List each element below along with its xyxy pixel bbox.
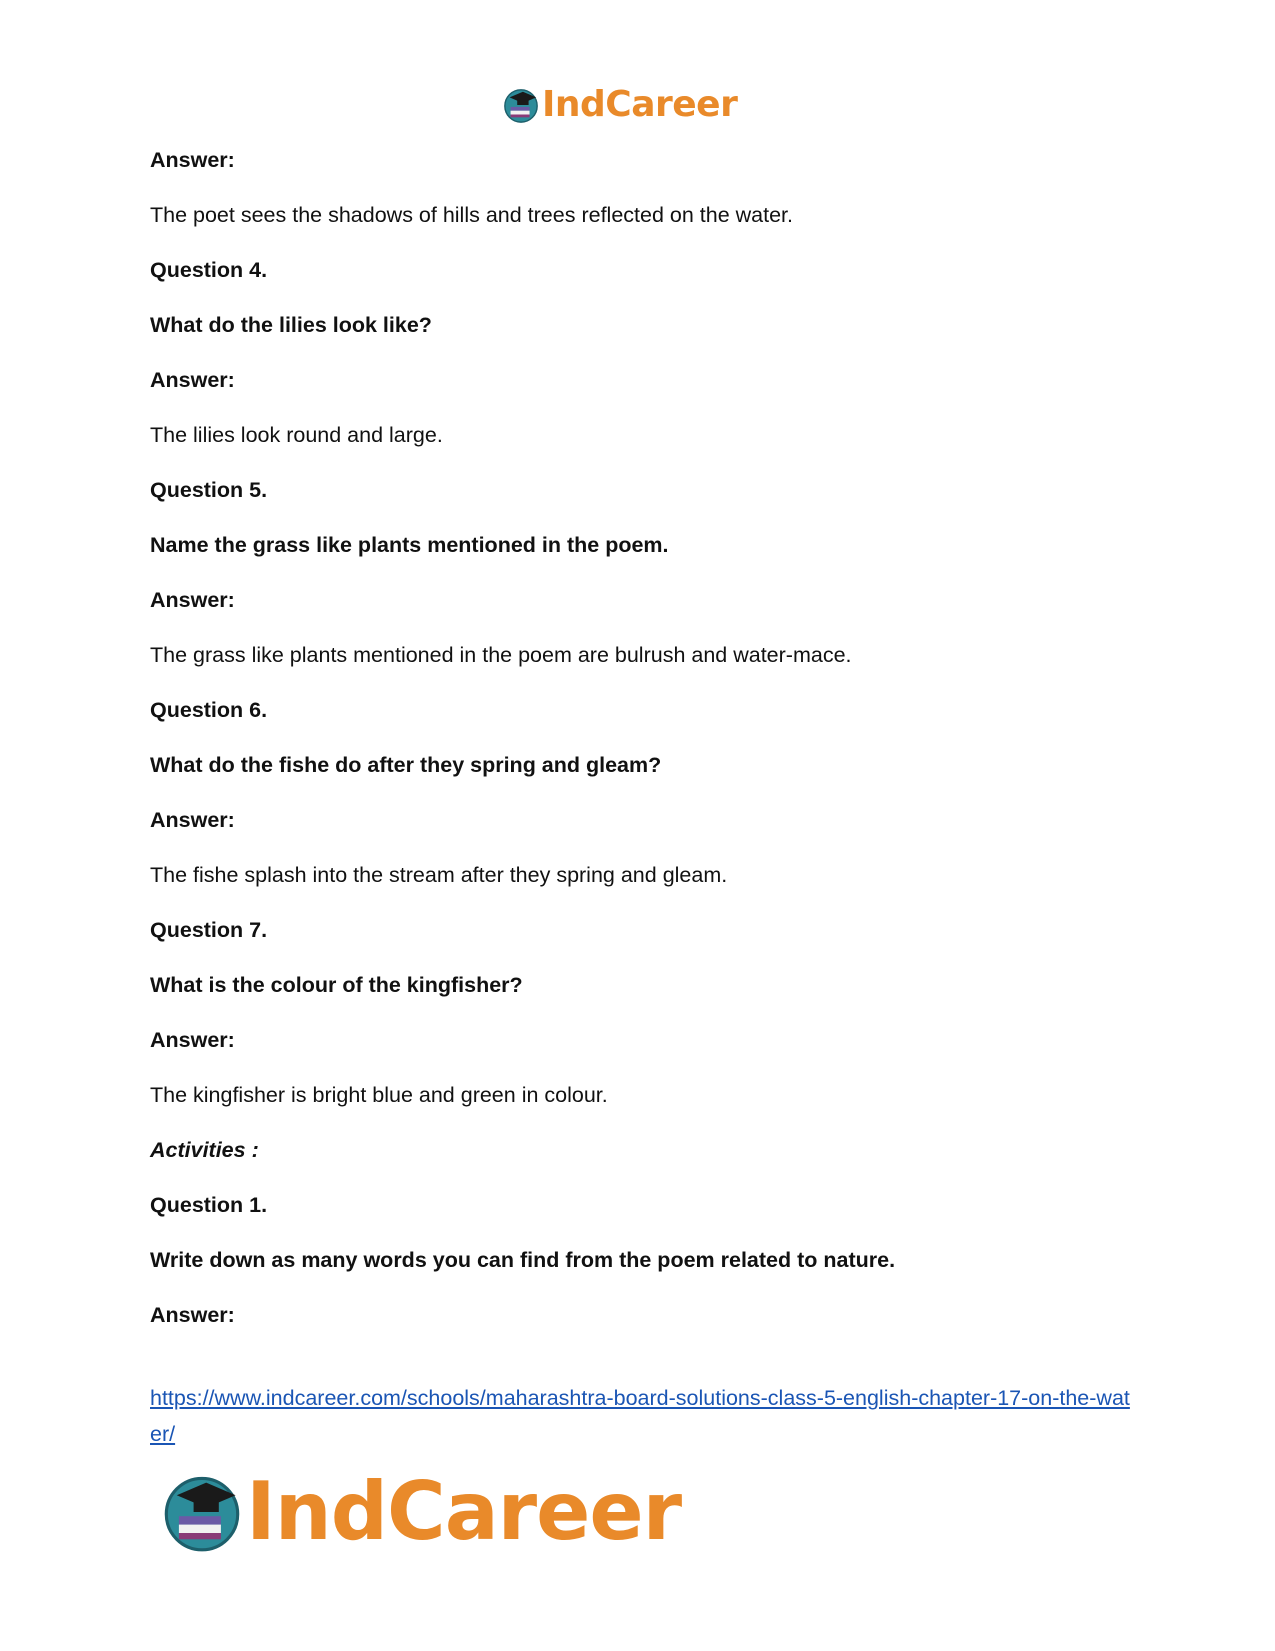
header-logo-text: IndCareer: [542, 84, 738, 125]
section-heading: Activities :: [150, 1138, 259, 1162]
question-text: Name the grass like plants mentioned in the poem.: [150, 533, 669, 557]
header-logo: [502, 82, 737, 128]
question-number: Question 5.: [150, 478, 268, 502]
question-text: What is the colour of the kingfisher?: [150, 973, 523, 997]
answer-text: The kingfisher is bright blue and green in colour.: [150, 1083, 608, 1107]
answer-label: Answer:: [150, 808, 235, 832]
source-link-block: [150, 1380, 1130, 1452]
answer-text: The lilies look round and large.: [150, 423, 443, 447]
question-text: What do the fishe do after they spring and gleam?: [150, 753, 662, 777]
answer-text: The grass like plants mentioned in the poem are bulrush and water-mace.: [150, 643, 852, 667]
question-text: Write down as many words you can find from the poem related to nature.: [150, 1248, 896, 1272]
answer-text: The poet sees the shadows of hills and trees reflected on the water.: [150, 203, 793, 227]
answer-label: Answer:: [150, 588, 235, 612]
footer-logo-text: IndCareer: [246, 1465, 682, 1558]
question-number: Question 4.: [150, 258, 268, 282]
question-number: Question 7.: [150, 918, 268, 942]
graduation-globe-icon: [502, 86, 540, 124]
answer-label: Answer:: [150, 1028, 235, 1052]
answer-label: Answer:: [150, 368, 235, 392]
graduation-globe-icon: [160, 1470, 244, 1554]
answer-label: Answer:: [150, 1303, 235, 1327]
answer-text: The fishe splash into the stream after they spring and gleam.: [150, 863, 728, 887]
question-text: What do the lilies look like?: [150, 313, 432, 337]
answer-label: Answer:: [150, 148, 235, 172]
document-body: [150, 145, 1140, 1355]
question-number: Question 6.: [150, 698, 268, 722]
question-number: Question 1.: [150, 1193, 268, 1217]
footer-logo: [160, 1462, 681, 1562]
source-link[interactable]: https://www.indcareer.com/schools/maharashtra-board-solutions-class-5-english-chapter-17-on-the-water/: [150, 1386, 1130, 1446]
